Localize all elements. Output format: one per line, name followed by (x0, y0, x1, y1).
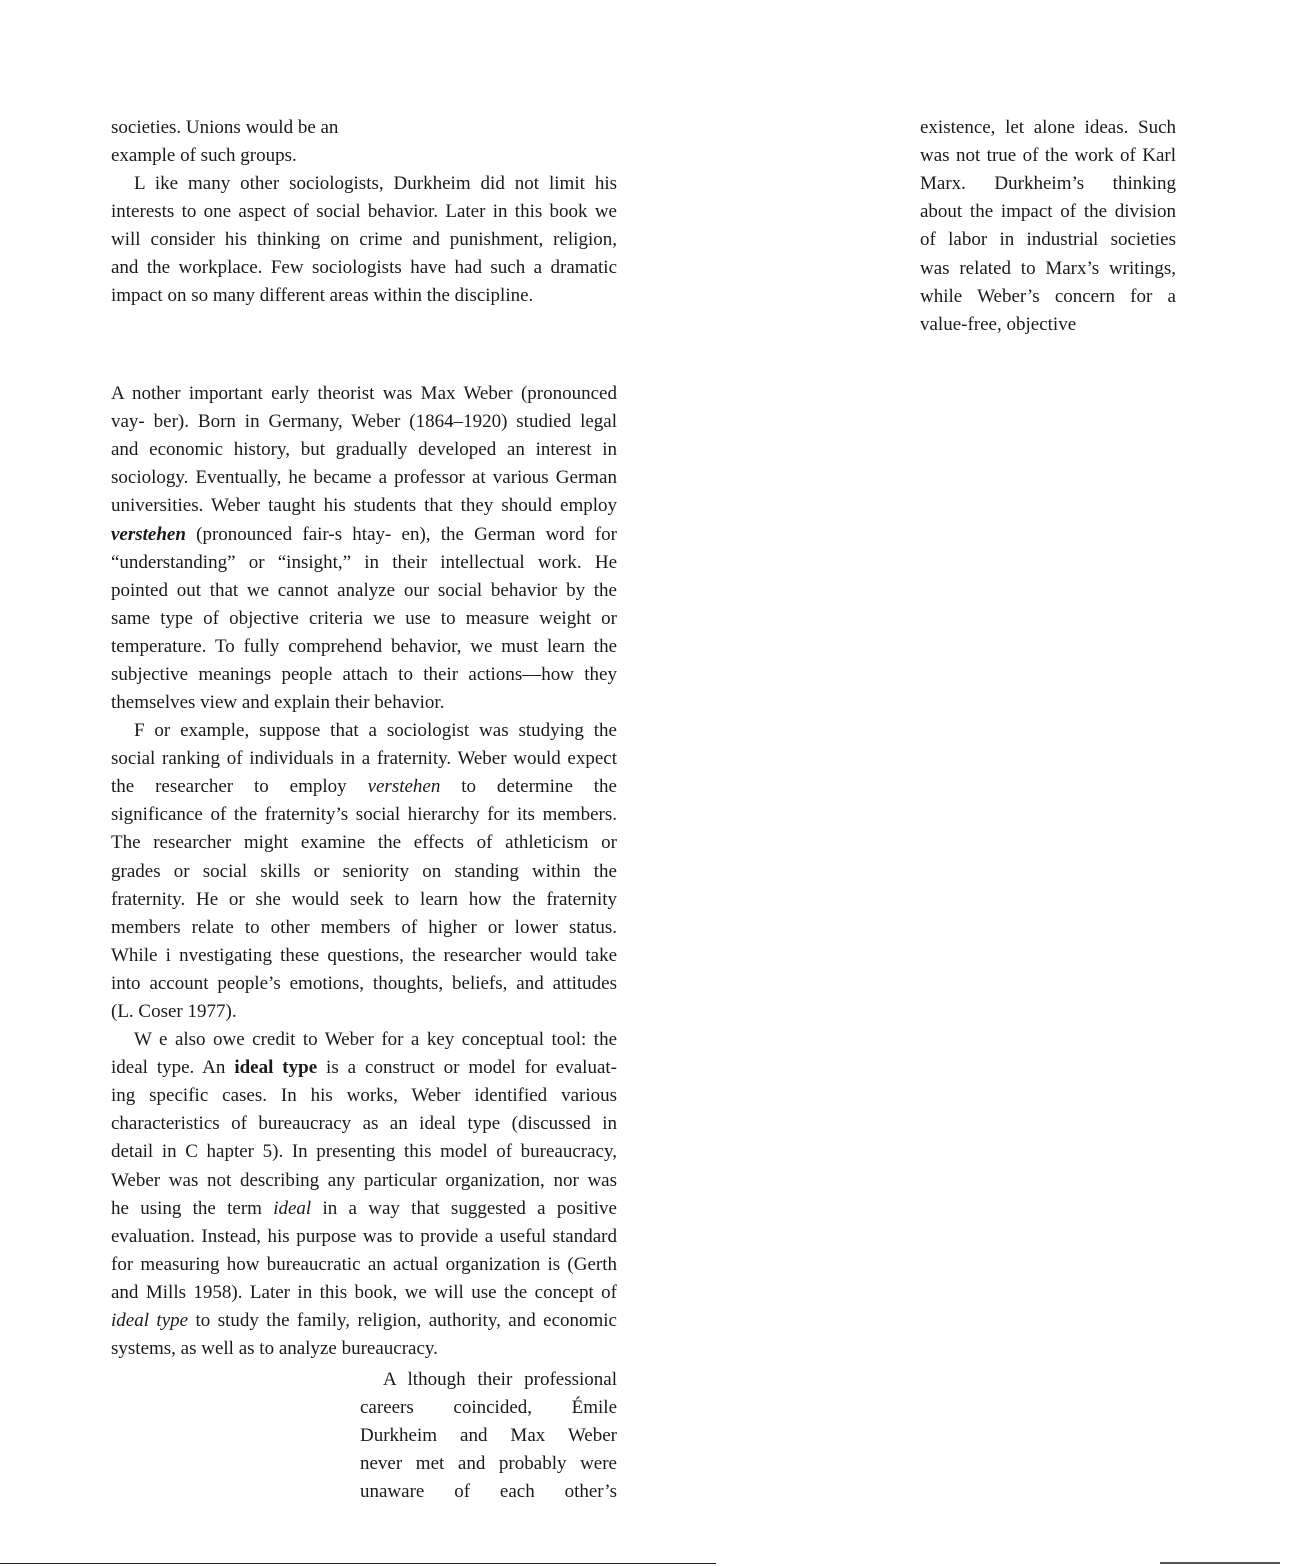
text-line (111, 282, 617, 310)
text-run: sociology. Eventually, he became a professor at various German (111, 467, 617, 489)
text-line (111, 745, 617, 773)
text-run: characteristics of bureaucracy as an ideal type (discussed in (111, 1113, 617, 1135)
text-run: example of such groups. (111, 145, 297, 167)
text-run: significance of the fraternity’s social hierarchy for its members. (111, 804, 617, 826)
text-line (111, 408, 617, 436)
text-line (111, 436, 617, 464)
text-run: will consider his thinking on crime and punishment, religion, (111, 229, 617, 251)
text-run: to study the family, religion, authority, and economic (188, 1310, 617, 1331)
text-run: The researcher might examine the effects of athleticism or (111, 832, 617, 854)
text-run: fraternity. He or she would seek to learn how the fraternity (111, 888, 617, 910)
text-run: L ike many other sociologists, Durkheim did not limit his (134, 173, 617, 194)
text-run: A nother important early theorist was Max Weber (pronounced (111, 383, 617, 404)
text-run: and economic history, but gradually developed an interest in (111, 439, 617, 461)
text-run: impact on so many different areas within the discipline. (111, 285, 534, 307)
text-run: societies. Unions would be an (111, 117, 339, 138)
text-run: to determine the (440, 776, 617, 798)
text-line (111, 1138, 617, 1166)
text-run: unaware of each other’s (360, 1481, 617, 1503)
text-run: F or example, suppose that a sociologist was studying the (134, 720, 617, 741)
text-line (111, 717, 617, 745)
text-run: of labor in industrial societies (920, 229, 1176, 251)
text-line (360, 1450, 617, 1478)
text-line (111, 914, 617, 942)
text-line (360, 1366, 617, 1394)
text-line (920, 170, 1176, 198)
page-edge-mark (1160, 1562, 1280, 1564)
text-line (111, 549, 617, 577)
text-line (111, 464, 617, 492)
text-run: members relate to other members of higher or lower status. (111, 916, 617, 938)
text-line (111, 492, 617, 520)
text-line (111, 198, 617, 226)
text-run: Durkheim and Max Weber (360, 1425, 617, 1447)
text-line (111, 633, 617, 661)
text-line (920, 142, 1176, 170)
page-bottom-rule (0, 1563, 716, 1564)
text-line (111, 605, 617, 633)
text-run: into account people’s emotions, thoughts, beliefs, and attitudes (111, 972, 617, 994)
text-line (111, 801, 617, 829)
italic-term: ideal (273, 1197, 312, 1219)
text-run: and the workplace. Few sociologists have had such a dramatic (111, 257, 617, 279)
italic-term: ideal type (111, 1310, 189, 1331)
text-line (360, 1394, 617, 1422)
text-line (920, 283, 1176, 311)
text-line (920, 311, 1176, 339)
text-run: social ranking of individuals in a fraternity. Weber would expect (111, 748, 617, 770)
italic-term: verstehen (367, 776, 441, 798)
text-run: grades or social skills or seniority on standing within the (111, 860, 617, 882)
text-line (111, 1082, 617, 1110)
text-line (111, 380, 617, 408)
text-run: (L. Coser 1977). (111, 1001, 237, 1022)
bold-term: ideal type (234, 1057, 318, 1079)
text-run: temperature. To fully comprehend behavior, we must learn the (111, 635, 617, 657)
bolditalic-term: verstehen (111, 523, 186, 545)
text-run: themselves view and explain their behavior. (111, 692, 445, 714)
text-line (111, 1026, 617, 1054)
text-run: was related to Marx’s writings, (920, 257, 1176, 279)
text-line (111, 226, 617, 254)
text-run: careers coincided, Émile (360, 1397, 617, 1419)
text-line (111, 1251, 617, 1279)
text-run: pointed out that we cannot analyze our social behavior by the (111, 579, 617, 601)
text-run: existence, let alone ideas. Such (920, 117, 1176, 138)
text-line (360, 1478, 617, 1506)
text-line (111, 858, 617, 886)
text-run: in a way that suggested a positive (311, 1197, 617, 1219)
text-run: value-free, objective (920, 313, 1077, 335)
text-run: Weber was not describing any particular organization, nor was (111, 1169, 617, 1191)
text-line (111, 1195, 617, 1223)
text-run: ideal type. An (111, 1057, 235, 1079)
text-run: evaluation. Instead, his purpose was to provide a useful standard (111, 1225, 617, 1247)
text-line (111, 970, 617, 998)
text-run: ing specific cases. In his works, Weber identified various (111, 1085, 617, 1107)
text-line (111, 142, 617, 170)
text-line (111, 942, 617, 970)
text-run: is a construct or model for evaluat- (317, 1057, 617, 1079)
text-line (111, 577, 617, 605)
text-run: same type of objective criteria we use to measure weight or (111, 607, 617, 629)
text-line (111, 521, 617, 549)
text-run: for measuring how bureaucratic an actual organization is (Gerth (111, 1253, 617, 1275)
text-line (920, 226, 1176, 254)
text-run: W e also owe credit to Weber for a key conceptual tool: the (134, 1029, 617, 1050)
text-run: While i nvestigating these questions, the researcher would take (111, 944, 617, 966)
text-line (111, 170, 617, 198)
text-run: (pronounced fair-s htay- en), the German word for (185, 523, 617, 545)
text-run: the researcher to employ (111, 776, 368, 798)
text-run: interests to one aspect of social behavior. Later in this book we (111, 201, 617, 223)
text-run: he using the term (111, 1197, 274, 1219)
text-line (920, 114, 1176, 142)
text-line (111, 886, 617, 914)
text-run: never met and probably were (360, 1453, 617, 1475)
text-line (360, 1422, 617, 1450)
text-run: about the impact of the division (920, 201, 1176, 223)
text-run: “understanding” or “insight,” in their intellectual work. He (111, 551, 617, 573)
text-run: universities. Weber taught his students that they should employ (111, 495, 617, 517)
text-line (111, 773, 617, 801)
text-run: A lthough their professional (383, 1369, 617, 1390)
text-line (111, 1335, 617, 1363)
text-line (920, 255, 1176, 283)
text-line (111, 1054, 617, 1082)
text-line (111, 1110, 617, 1138)
text-run: vay- ber). Born in Germany, Weber (1864–1920) studied legal (111, 411, 617, 433)
text-line (111, 661, 617, 689)
text-run: subjective meanings people attach to their actions—how they (111, 664, 617, 685)
text-run: while Weber’s concern for a (920, 285, 1176, 307)
text-line (111, 998, 617, 1026)
text-line (111, 829, 617, 857)
text-line (111, 1279, 617, 1307)
text-line (111, 1307, 617, 1335)
text-run: was not true of the work of Karl (920, 145, 1176, 167)
text-run: systems, as well as to analyze bureaucracy. (111, 1338, 438, 1360)
text-line (111, 1167, 617, 1195)
text-line (111, 114, 617, 142)
text-run: Marx. Durkheim’s thinking (920, 173, 1176, 195)
text-line (920, 198, 1176, 226)
text-run: and Mills 1958). Later in this book, we will use the concept of (111, 1281, 617, 1303)
text-run: detail in C hapter 5). In presenting this model of bureaucracy, (111, 1141, 617, 1163)
text-line (111, 254, 617, 282)
text-line (111, 689, 617, 717)
text-line (111, 1223, 617, 1251)
